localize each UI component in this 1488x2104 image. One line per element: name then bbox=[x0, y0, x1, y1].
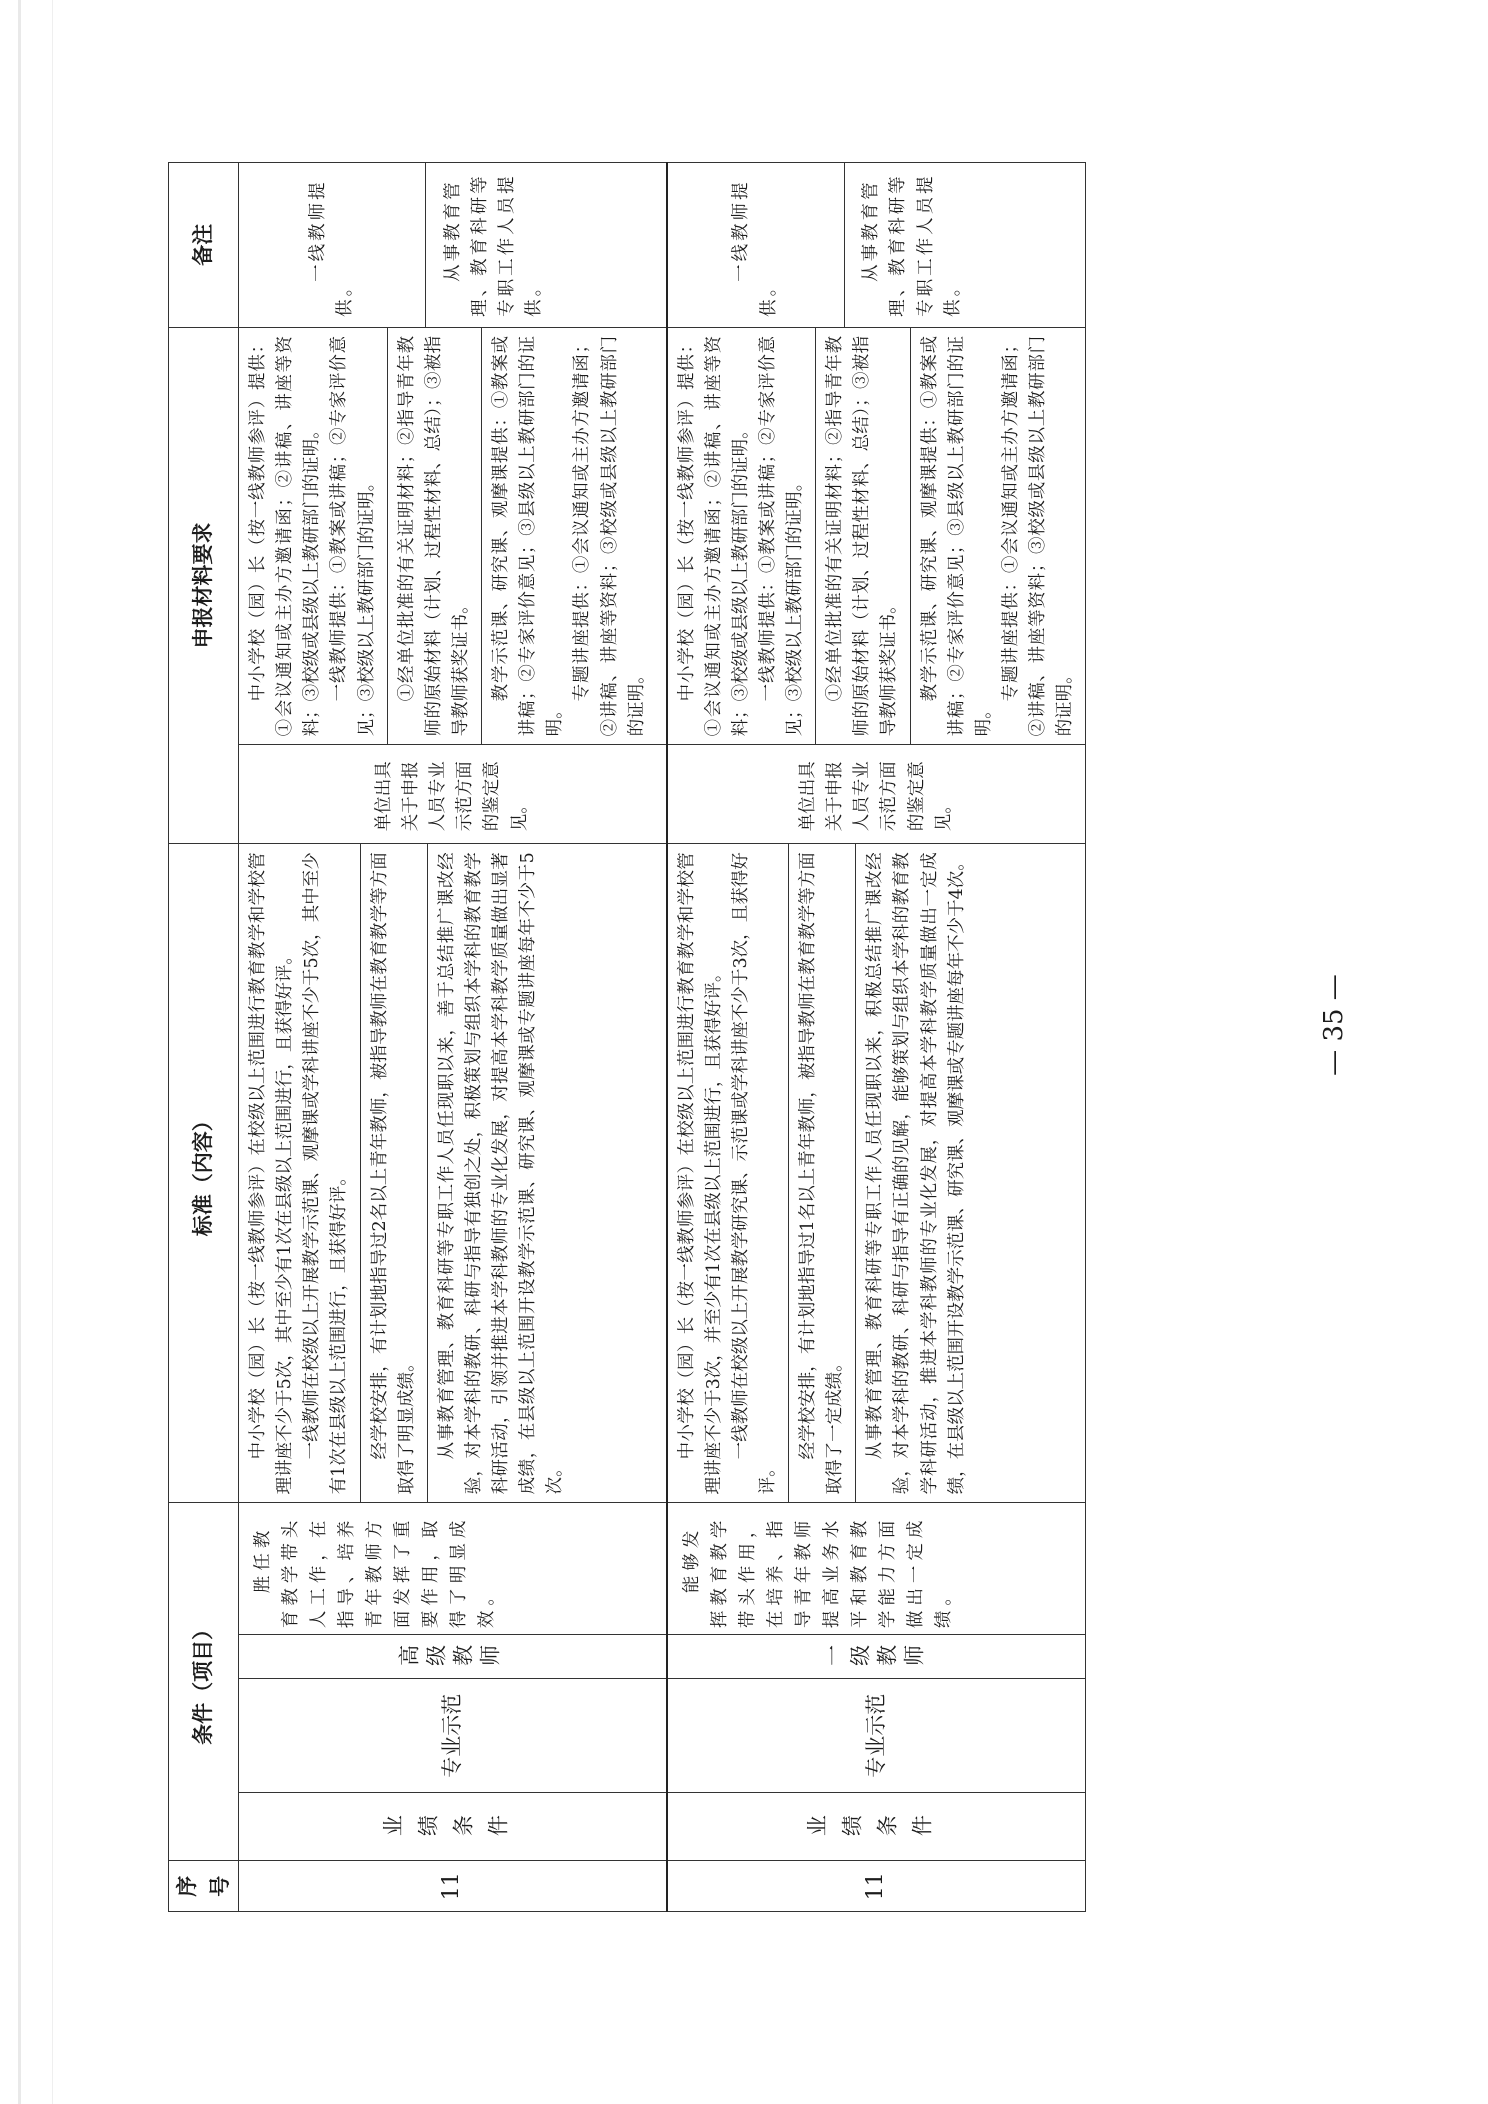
remark-content bbox=[239, 163, 667, 328]
remark-content bbox=[667, 163, 1086, 328]
standard-content bbox=[667, 844, 1086, 1503]
standard-text: 从事教育管理、教育科研等专职工作人员任现职以来，积极总结推广课改经验，对本学科的教研、科研与指导有正确的见解，能够策划与组织本学科的教育教学科研活动，推进本学科教师的专业化发展，对提高本学科教学质量做出一定成绩，在县级以上范围开设教学示范课、研究课、观摩课或专题讲座每年不少于4次。 bbox=[865, 852, 967, 1495]
materials-content bbox=[667, 327, 1086, 744]
remark-text: 从事教育管理、教育科研等专职工作人员提供。 bbox=[861, 173, 963, 317]
standard-text: 中小学校（园）长（按一线教师参评）在校级以上范围进行教育教学和学校管理讲座不少于3次，并至少有1次在县级以上范围进行，且获得好评。 bbox=[676, 852, 724, 1495]
table-row-senior bbox=[239, 163, 667, 1912]
category-label: 业绩条件 bbox=[239, 1793, 667, 1861]
standard-block-research-staff bbox=[428, 844, 576, 1502]
header-remark: 备注 bbox=[169, 163, 239, 328]
header-standard: 标准（内容） bbox=[169, 844, 239, 1503]
standard-text: 经学校安排，有计划地指导过2名以上青年教师，被指导教师在教育教学等方面取得了明显成绩。 bbox=[369, 852, 417, 1495]
materials-content bbox=[239, 327, 667, 744]
standard-text: 一线教师在校级以上开展教学示范课、观摩课或学科讲座不少于5次，其中至少有1次在县级以上范围进行，且获得好评。 bbox=[302, 852, 350, 1495]
materials-block-mentoring bbox=[816, 328, 910, 744]
standard-text: 从事教育管理、教育科研等专职工作人员任现职以来，善于总结推广课改经验，对本学科的教研、科研与指导有独创之处，积极策划与组织本学科的教育教学科研活动，引领并推进本学科教师的专业化发展，对提高本学科教学质量做出显著成绩，在县级以上范围开设教学示范课、研究课、观摩课或专题讲座每年不少于5次。 bbox=[436, 852, 566, 1495]
criteria-table bbox=[168, 162, 1086, 1912]
materials-text: ①经单位批准的有关证明材料；②指导青年教师的原始材料（计划、过程性材料、总结）；③被指导教师获奖证书。 bbox=[396, 335, 471, 737]
materials-block-research-staff bbox=[482, 328, 657, 744]
materials-text: 专题讲座提供：①会议通知或主办方邀请函；②讲稿、讲座等资料；③校级或县级以上教研部门的证明。 bbox=[572, 335, 647, 737]
materials-text: 一线教师提供：①教案或讲稿；②专家评价意见；③校级以上教研部门的证明。 bbox=[757, 335, 806, 737]
condition-description: 胜任教育教学带头人工作，在指导、培养青年教师方面发挥了重要作用，取得了明显成效。 bbox=[239, 1503, 667, 1635]
category-label: 业绩条件 bbox=[667, 1793, 1086, 1861]
page-edge-inner bbox=[52, 0, 53, 2104]
materials-text: 中小学校（园）长（按一线教师参评）提供：①会议通知或主办方邀请函；②讲稿、讲座等资料；③校级或县级以上教研部门的证明。 bbox=[676, 335, 751, 737]
materials-block-principal bbox=[668, 328, 817, 744]
standard-block-research-staff bbox=[856, 844, 977, 1502]
unit-opinion: 单位出具关于申报人员专业示范方面的鉴定意见。 bbox=[667, 745, 1086, 844]
grade-label: 高级教师 bbox=[239, 1635, 667, 1679]
materials-text: ①经单位批准的有关证明材料；②指导青年教师的原始材料（计划、过程性材料、总结）；③被指导教师获奖证书。 bbox=[825, 335, 900, 737]
remark-block-staff bbox=[426, 163, 562, 327]
remark-block-teacher bbox=[239, 163, 426, 327]
condition-description: 能够发挥教育教学带头作用，在培养、指导青年教师提高业务水平和教育教学能力方面做出一定成绩。 bbox=[667, 1503, 1086, 1635]
materials-text: 专题讲座提供：①会议通知或主办方邀请函；②讲稿、讲座等资料；③校级或县级以上教研部门的证明。 bbox=[1000, 335, 1076, 737]
materials-text: 教学示范课、研究课、观摩课提供：①教案或讲稿；②专家评价意见；③县级以上教研部门的证明。 bbox=[491, 335, 566, 737]
standard-block-principal bbox=[239, 844, 361, 1502]
grade-label: 一级教师 bbox=[667, 1635, 1086, 1679]
table-row-first-grade bbox=[667, 163, 1086, 1912]
remark-text: 一线教师提供。 bbox=[307, 179, 356, 317]
page-number: — 35 — bbox=[1318, 974, 1349, 1076]
page-edge bbox=[18, 0, 21, 2104]
project-label: 专业示范 bbox=[239, 1679, 667, 1793]
row-number: 11 bbox=[239, 1861, 667, 1912]
header-condition: 条件（项目） bbox=[169, 1503, 239, 1861]
standard-content bbox=[239, 844, 667, 1503]
project-label: 专业示范 bbox=[667, 1679, 1086, 1793]
materials-text: 教学示范课、研究课、观摩课提供：①教案或讲稿；②专家评价意见；③县级以上教研部门的证明。 bbox=[919, 335, 994, 737]
row-number: 11 bbox=[667, 1861, 1086, 1912]
standard-text: 一线教师在校级以上开展教学研究课、示范课或学科讲座不少于3次，且获得好评。 bbox=[730, 852, 778, 1495]
standard-text: 中小学校（园）长（按一线教师参评）在校级以上范围进行教育教学和学校管理讲座不少于5次，其中至少有1次在县级以上范围进行，且获得好评。 bbox=[248, 852, 296, 1495]
materials-text: 中小学校（园）长（按一线教师参评）提供：①会议通知或主办方邀请函；②讲稿、讲座等资料；③校级或县级以上教研部门的证明。 bbox=[248, 335, 323, 737]
materials-block-mentoring bbox=[388, 328, 482, 744]
remark-text: 一线教师提供。 bbox=[731, 179, 779, 317]
rotated-table-container bbox=[168, 162, 1118, 1912]
standard-block-mentoring bbox=[789, 844, 856, 1502]
header-materials: 申报材料要求 bbox=[169, 327, 239, 843]
remark-block-staff bbox=[845, 163, 981, 327]
remark-block-teacher bbox=[668, 163, 845, 327]
standard-block-principal bbox=[668, 844, 790, 1502]
header-row bbox=[169, 163, 239, 1912]
unit-opinion: 单位出具关于申报人员专业示范方面的鉴定意见。 bbox=[239, 745, 667, 844]
standard-text: 经学校安排，有计划地指导过1名以上青年教师，被指导教师在教育教学等方面取得了一定成绩。 bbox=[798, 852, 846, 1495]
materials-block-research-staff bbox=[911, 328, 1086, 744]
materials-block-principal bbox=[239, 328, 388, 744]
remark-text: 从事教育管理、教育科研等专职工作人员提供。 bbox=[442, 173, 545, 317]
materials-text: 一线教师提供：①教案或讲稿；②专家评价意见；③校级以上教研部门的证明。 bbox=[329, 335, 377, 737]
standard-block-mentoring bbox=[361, 844, 428, 1502]
header-no: 序号 bbox=[169, 1861, 239, 1912]
